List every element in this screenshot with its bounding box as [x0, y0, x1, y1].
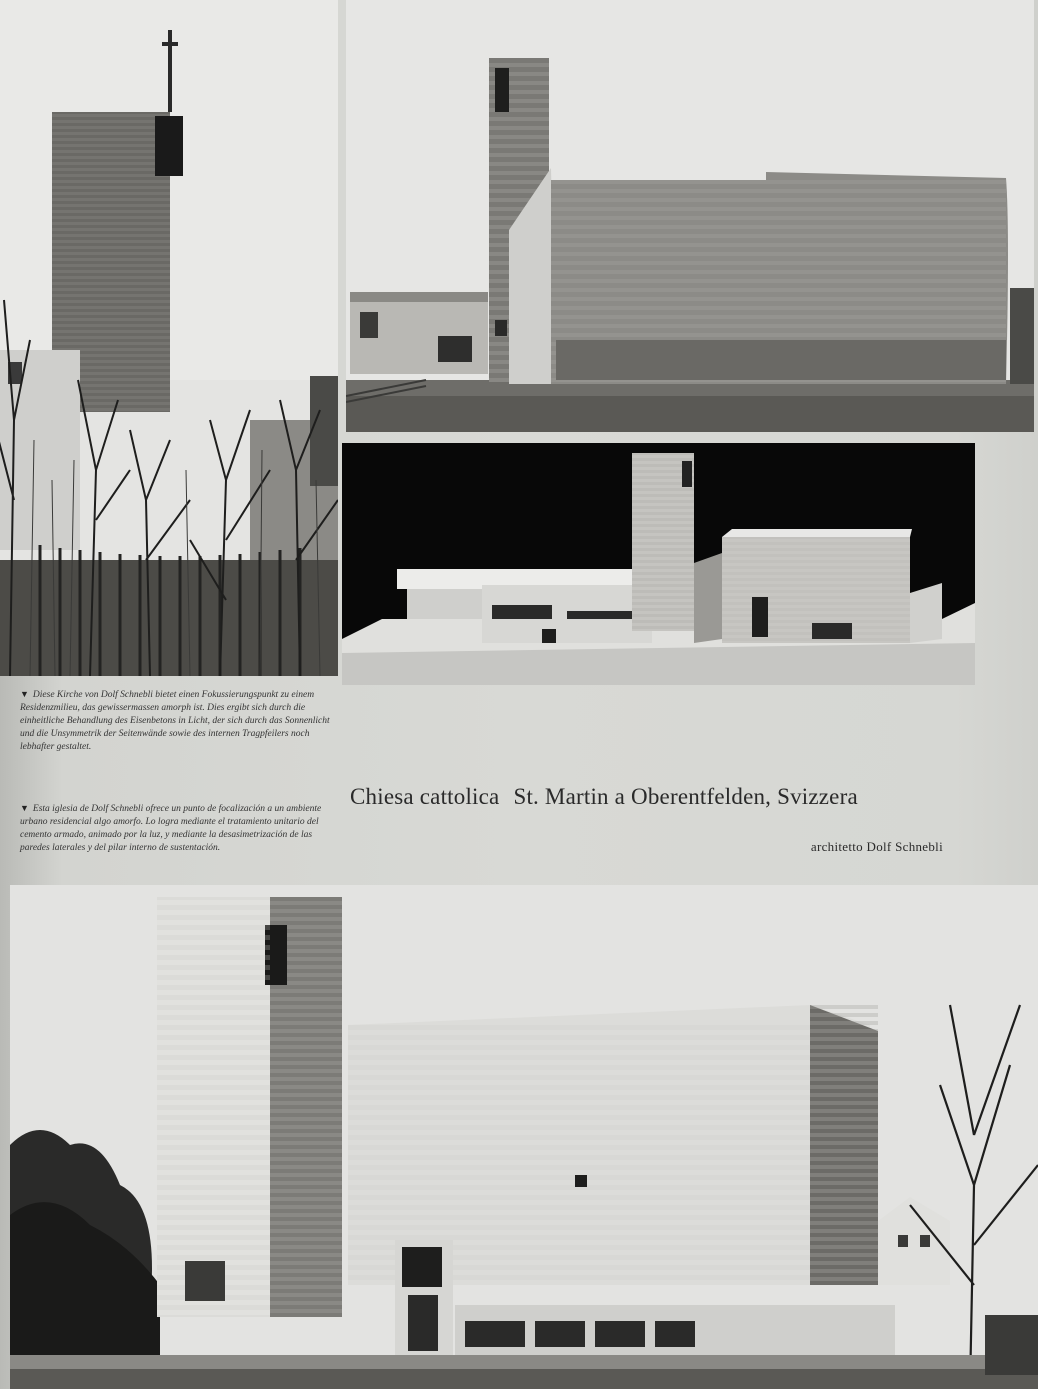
- photo-architectural-model: [342, 443, 975, 685]
- photo-church-exterior: [10, 885, 1038, 1389]
- title-part-2: St. Martin a Oberentfelden, Svizzera: [513, 784, 858, 809]
- photo-tower-with-trees: [0, 0, 338, 676]
- caption-german: [20, 688, 340, 754]
- photo-church-elevation: [346, 0, 1034, 432]
- caption-spanish-text: Esta iglesia de Dolf Schnebli ofrece un punto de focalización a un ambiente urbano residencial algo amorfo. Lo logra mediante el tratamiento unitario del cemento armado, animado por la luz, y mediante la desasimetrización de las paredes laterales y del pilar interno de sustentación.: [20, 804, 322, 853]
- article-title: [350, 784, 960, 810]
- triangle-marker-icon: ▼: [20, 689, 29, 699]
- caption-spanish: [20, 802, 340, 855]
- title-part-1: Chiesa cattolica: [350, 784, 500, 809]
- triangle-marker-icon: ▼: [20, 803, 29, 813]
- architect-credit: architetto Dolf Schnebli: [810, 839, 943, 854]
- caption-german-text: Diese Kirche von Dolf Schnebli bietet einen Fokussierungspunkt zu einem Residenzmilieu, das gewissermassen amorph ist. Dies ergibt sich durch die einheitliche Behandlung des Eisenbetons in Licht, der sich durch das Sonnenlicht und die Unsymmetrik der Seitenwände sowie des internen Tragpfeilers noch lebhafter gestaltet.: [20, 690, 330, 752]
